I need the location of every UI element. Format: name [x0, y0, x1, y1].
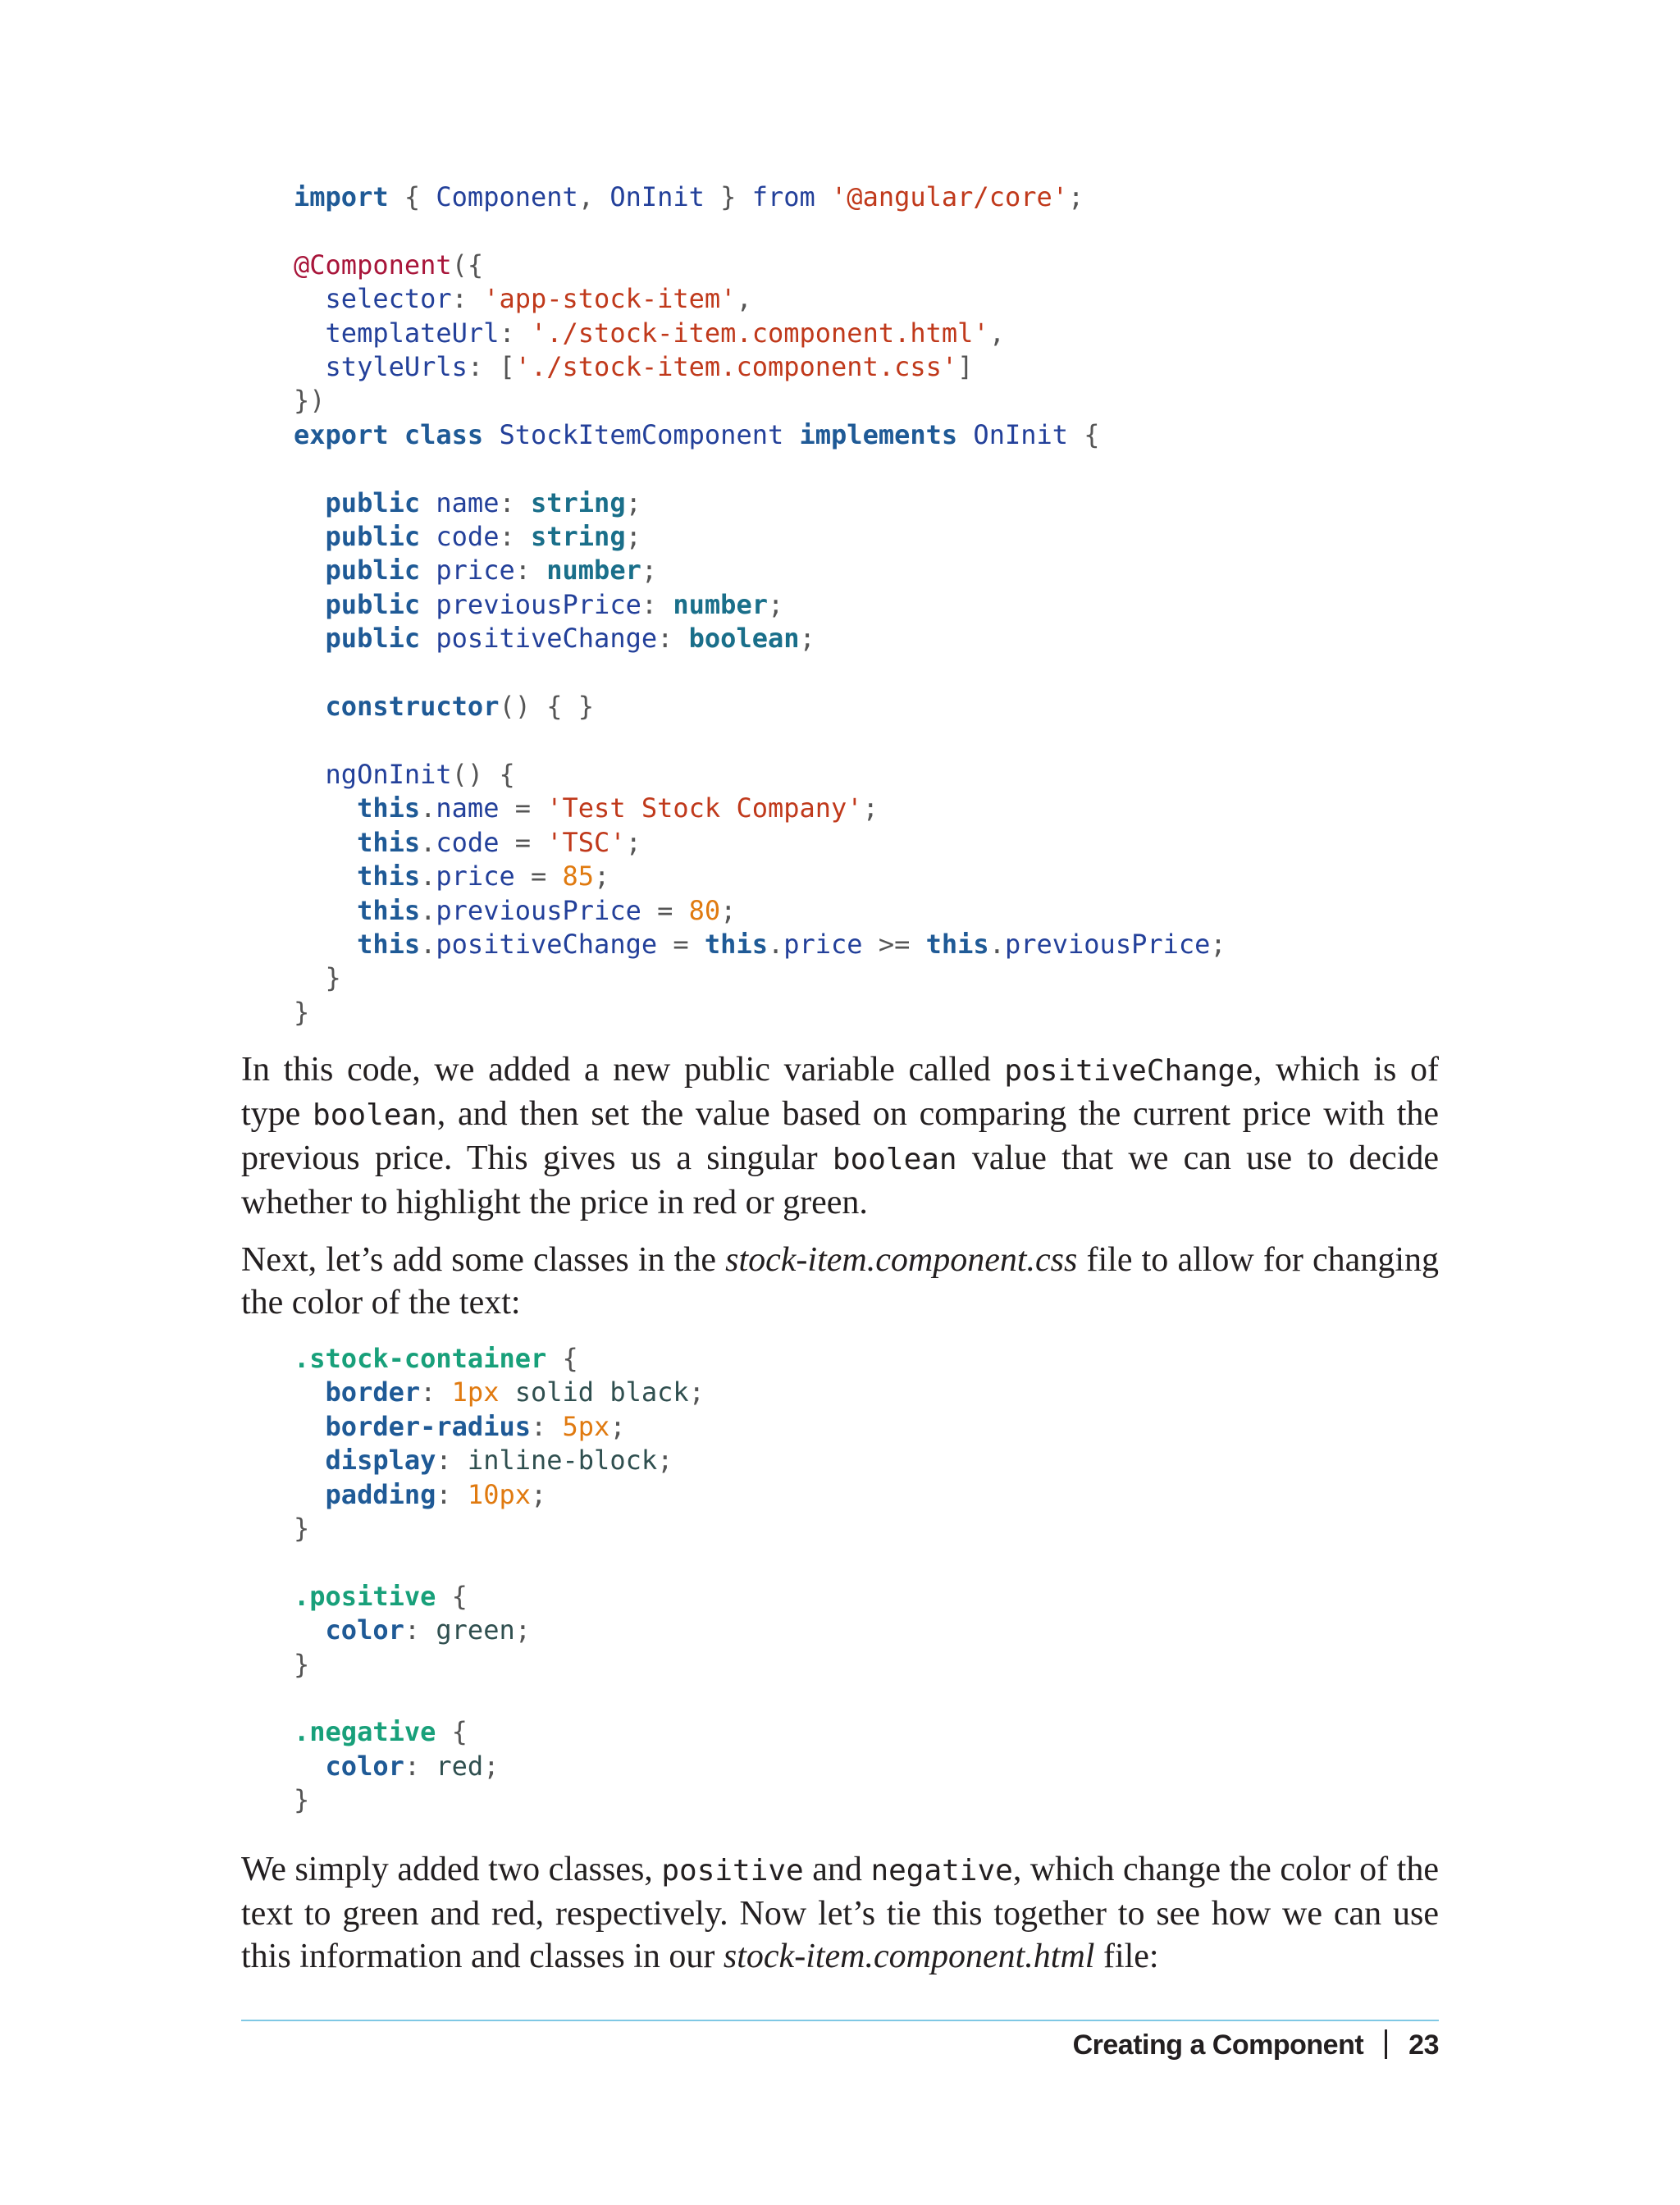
code-line [294, 623, 815, 654]
code-token: styleUrls [325, 351, 468, 383]
code-token: 5px [562, 1410, 610, 1442]
code-token [294, 589, 326, 620]
code-token: : [404, 1614, 436, 1646]
code-token: this [357, 792, 421, 824]
code-token: ; [657, 1445, 673, 1477]
code-token: , [988, 317, 1005, 349]
paragraph-text: In this code, we added a new public variable called [241, 1051, 1005, 1089]
code-token: .stock-container [294, 1343, 547, 1374]
code-token: ; [720, 894, 737, 926]
code-line [294, 1343, 578, 1374]
code-line [294, 385, 326, 416]
code-token: public [325, 588, 421, 620]
code-line [294, 1649, 309, 1680]
code-token: : [499, 521, 531, 553]
code-token: ; [1210, 928, 1226, 960]
code-token: ({ [451, 249, 484, 281]
paragraph-positive-negative-classes [241, 1848, 1439, 1978]
code-token [294, 521, 326, 552]
code-token: price [436, 555, 515, 587]
code-token: red [436, 1750, 484, 1782]
code-token: ; [530, 1478, 547, 1510]
paragraph-text: Next, let’s add some classes in the [241, 1241, 726, 1279]
code-line [294, 1784, 309, 1815]
code-token: price [783, 928, 863, 960]
code-token: () { [451, 758, 515, 790]
code-token: inline-block [467, 1445, 658, 1477]
inline-code: boolean [832, 1143, 957, 1176]
code-token [294, 895, 357, 926]
code-token: public [325, 486, 421, 518]
code-token: string [530, 521, 626, 553]
code-token [294, 351, 326, 382]
file-name: stock-item.component.css [725, 1241, 1078, 1279]
code-token: solid black [499, 1376, 689, 1408]
code-token: positiveChange [436, 623, 658, 655]
code-token [294, 792, 357, 824]
code-token: 'TSC' [546, 826, 626, 858]
page-number: 23 [1408, 2029, 1439, 2061]
code-token: >= [862, 928, 926, 960]
code-line [294, 691, 594, 722]
code-token: ; [799, 623, 815, 655]
code-token: : [436, 1478, 468, 1510]
code-token: public [325, 521, 421, 553]
code-token: = [514, 861, 563, 892]
code-token: : [641, 588, 673, 620]
code-token: ; [767, 588, 784, 620]
code-token: . [420, 826, 436, 858]
code-token [294, 1445, 326, 1476]
code-line [294, 929, 1226, 960]
code-token: . [767, 928, 784, 960]
footer-separator [1385, 2029, 1387, 2059]
code-token: : [451, 283, 484, 315]
code-token: : [657, 623, 689, 655]
code-token: ] [957, 351, 974, 383]
code-token: constructor [325, 691, 500, 723]
code-token: ; [625, 521, 641, 553]
paragraph-text: file: [1094, 1938, 1159, 1975]
code-token: : [514, 555, 547, 587]
inline-code: boolean [313, 1098, 437, 1132]
code-token: public [325, 623, 421, 655]
code-line [294, 1581, 468, 1612]
code-token: ; [625, 826, 641, 858]
code-token: 1px [451, 1376, 500, 1408]
paragraph-text: , which is of type [241, 1051, 1439, 1133]
code-token: . [420, 928, 436, 960]
code-line [294, 895, 736, 926]
code-line [294, 1513, 309, 1544]
code-token: this [357, 861, 421, 892]
code-token: 85 [562, 861, 595, 892]
code-token: } [704, 181, 752, 212]
code-token: @Component [294, 249, 452, 281]
code-token: './stock-item.component.css' [514, 351, 958, 383]
code-token [783, 419, 799, 450]
code-token: : [530, 1410, 563, 1442]
code-token: = [641, 894, 689, 926]
code-token: = [499, 826, 547, 858]
code-line [294, 792, 879, 824]
code-token: ngOnInit [325, 758, 452, 790]
code-token: 80 [688, 894, 721, 926]
code-token [420, 623, 436, 654]
code-token: : [ [467, 351, 515, 383]
code-token: ; [641, 555, 658, 587]
code-token: code [436, 826, 500, 858]
code-token: name [436, 792, 500, 824]
code-token: 'Test Stock Company' [546, 792, 863, 824]
code-token: color [325, 1614, 404, 1646]
code-token: ; [625, 486, 641, 518]
code-line [294, 283, 752, 314]
code-token: StockItemComponent [499, 418, 784, 450]
code-token: : [436, 1445, 468, 1477]
code-token: previousPrice [436, 894, 641, 926]
code-token [294, 283, 326, 314]
code-token [420, 521, 436, 552]
code-token: { [436, 1580, 468, 1612]
code-token [957, 419, 973, 450]
code-line [294, 759, 515, 790]
code-line [294, 1479, 546, 1510]
code-token: , [578, 181, 610, 212]
code-token: } [294, 1513, 310, 1545]
paragraph-text: and [803, 1851, 871, 1888]
code-token: . [988, 928, 1005, 960]
inline-code: negative [870, 1854, 1013, 1888]
code-token [420, 555, 436, 586]
code-token [294, 929, 357, 960]
paragraph-text: , which change the color of the text to green and red, respectively. Now let’s tie this together to see how we can use this information and classes in our [241, 1851, 1439, 1975]
code-token: = [499, 792, 547, 824]
code-token: }) [294, 385, 326, 417]
code-token: 10px [467, 1478, 531, 1510]
code-token [294, 759, 326, 790]
code-token: OnInit [609, 181, 705, 212]
code-token [294, 1479, 326, 1510]
code-token: ; [862, 792, 879, 824]
code-token: OnInit [973, 418, 1069, 450]
code-token: border-radius [325, 1410, 531, 1442]
code-token [420, 487, 436, 518]
paragraph-text: We simply added two classes, [241, 1851, 662, 1888]
code-line [294, 1445, 673, 1476]
code-token: previousPrice [1004, 928, 1211, 960]
code-token [294, 827, 357, 858]
code-token: positiveChange [436, 928, 658, 960]
code-line [294, 962, 341, 993]
code-token: 'app-stock-item' [483, 283, 737, 315]
code-line [294, 521, 641, 552]
code-line [294, 555, 657, 586]
code-token: padding [325, 1478, 436, 1510]
code-token [294, 1411, 326, 1442]
code-token [294, 1376, 326, 1408]
code-token: border [325, 1376, 421, 1408]
code-line [294, 487, 641, 518]
code-block-stock-item-component-css [294, 1342, 705, 1818]
code-token: this [704, 928, 768, 960]
code-token: './stock-item.component.html' [530, 317, 989, 349]
page-footer [1073, 2029, 1439, 2061]
inline-code: positive [661, 1854, 804, 1888]
code-token [294, 555, 326, 586]
code-token [815, 181, 831, 212]
code-token: } [294, 962, 341, 994]
code-token: string [530, 486, 626, 518]
code-token: : [404, 1750, 436, 1782]
file-name: stock-item.component.html [723, 1938, 1095, 1975]
code-token [294, 861, 357, 892]
code-block-stock-item-component-ts [294, 180, 1226, 1029]
code-token: price [436, 861, 515, 892]
code-line [294, 861, 609, 892]
code-token: number [546, 555, 641, 587]
code-token: .negative [294, 1716, 436, 1748]
code-line [294, 827, 641, 858]
code-line [294, 181, 1084, 212]
code-token: ; [514, 1614, 531, 1646]
code-token: from [751, 181, 815, 212]
code-token: { [436, 1716, 468, 1748]
code-line [294, 317, 1005, 349]
code-token: export [294, 418, 389, 450]
code-token: . [420, 792, 436, 824]
footer-section-title: Creating a Component [1072, 2029, 1364, 2061]
code-token: name [436, 486, 500, 518]
code-line [294, 1376, 705, 1408]
code-token: this [357, 826, 421, 858]
code-token: green [436, 1614, 515, 1646]
code-token: ; [609, 1410, 626, 1442]
code-token: . [420, 861, 436, 892]
code-token: : [420, 1376, 452, 1408]
code-line [294, 1716, 468, 1747]
code-token [420, 589, 436, 620]
code-token: code [436, 521, 500, 553]
code-line [294, 1411, 626, 1442]
code-token: display [325, 1445, 436, 1477]
code-token: , [736, 283, 752, 315]
paragraph-text: value that we can use to decide whether to highlight the price in red or green. [241, 1139, 1439, 1221]
code-token: Component [436, 181, 578, 212]
code-token: templateUrl [325, 317, 500, 349]
code-token [294, 1614, 326, 1646]
code-line [294, 589, 783, 620]
code-token: { [388, 181, 436, 212]
code-token: color [325, 1750, 404, 1782]
code-token: implements [799, 418, 958, 450]
code-token: this [357, 894, 421, 926]
code-line [294, 419, 1100, 450]
paragraph-text: file to allow for changing the color of the text: [241, 1241, 1439, 1322]
code-token [294, 691, 326, 722]
code-line [294, 1614, 531, 1646]
code-token: : [499, 486, 531, 518]
code-token [389, 419, 404, 450]
code-token: . [420, 894, 436, 926]
code-line [294, 351, 973, 382]
code-token [483, 419, 499, 450]
code-token [294, 317, 326, 349]
code-token [294, 487, 326, 518]
code-token: this [925, 928, 989, 960]
code-token [294, 1751, 326, 1782]
code-token: { [1068, 418, 1100, 450]
code-token: import [294, 181, 389, 212]
code-line [294, 249, 483, 281]
code-token: } [294, 1648, 310, 1680]
code-token: = [657, 928, 705, 960]
code-token: } [294, 1784, 310, 1816]
footer-divider [241, 2020, 1439, 2021]
code-token: ; [483, 1750, 500, 1782]
code-token: boolean [688, 623, 800, 655]
paragraph-text: , and then set the value based on comparing the current price with the previous price. This gives us a singular [241, 1095, 1439, 1177]
code-token [294, 623, 326, 654]
code-token: () { } [499, 691, 595, 723]
code-token: selector [325, 283, 452, 315]
code-token: ; [688, 1376, 705, 1408]
paragraph-add-css-classes [241, 1239, 1439, 1324]
code-token: class [404, 418, 484, 450]
code-token: previousPrice [436, 588, 641, 620]
code-token: .positive [294, 1580, 436, 1612]
code-token: } [294, 996, 310, 1028]
code-token: number [673, 588, 768, 620]
code-line [294, 1751, 499, 1782]
code-token: '@angular/core' [831, 181, 1069, 212]
code-token: public [325, 555, 421, 587]
code-line [294, 997, 309, 1028]
code-token: ; [1068, 181, 1084, 212]
code-token: this [357, 928, 421, 960]
code-token: { [546, 1343, 578, 1374]
code-token: ; [594, 861, 610, 892]
code-token: : [499, 317, 531, 349]
paragraph-positive-change-explanation [241, 1048, 1439, 1224]
inline-code: positiveChange [1004, 1054, 1253, 1088]
